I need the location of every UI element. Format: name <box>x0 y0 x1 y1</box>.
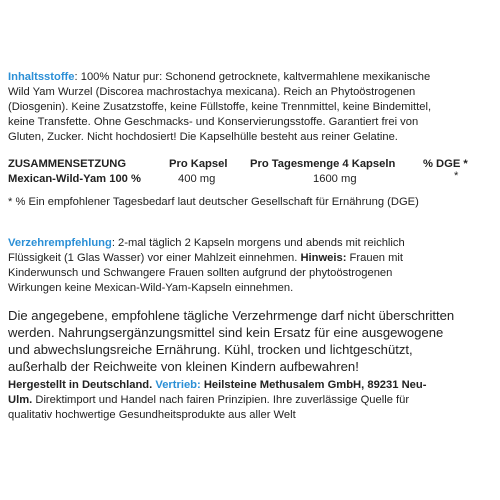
composition-table <box>8 157 494 187</box>
ingredients-line: keine Transfette. Ohne Geschmacks- und Konservierungsstoffe. Garantiert frei von <box>8 116 419 128</box>
ingredients-line: (Diosgenin). Keine Zusatzstoffe, keine Füllstoffe, keine Trennmittel, keine Bindemittel, <box>8 101 432 113</box>
vertrieb-label: Vertrieb: <box>155 379 201 391</box>
composition-cell: * <box>454 170 459 182</box>
warning-line: außerhalb der Reichweite von kleinen Kindern aufbewahren! <box>8 359 359 374</box>
composition-header: Pro Tagesmenge 4 Kapseln <box>250 158 396 170</box>
ingredients-line <box>8 70 494 85</box>
manufacturer-line <box>8 378 494 393</box>
dosage-text: Flüssigkeit (1 Glas Wasser) vor einer Mahlzeit einnehmen. <box>8 252 301 264</box>
hint-label: Hinweis: <box>300 252 347 264</box>
warning-line: und abwechslungsreiche Ernährung. Kühl, trocken und lichtgeschützt, <box>8 342 413 357</box>
footnote-text: * % Ein empfohlener Tagesbedarf laut deutscher Gesellschaft für Ernährung (DGE) <box>8 196 419 208</box>
composition-header: % DGE * <box>423 158 468 170</box>
warning-section <box>8 307 494 375</box>
composition-header: ZUSAMMENSETZUNG <box>8 158 127 170</box>
dosage-heading: Verzehrempfehlung <box>8 237 112 249</box>
manufacturer-line: qualitativ hochwertige Gesundheitsprodukte aus aller Welt <box>8 409 296 421</box>
warning-line: Die angegebene, empfohlene tägliche Verzehrmenge darf nicht überschritten <box>8 308 455 323</box>
composition-cell: Mexican-Wild-Yam 100 % <box>8 173 141 185</box>
composition-cell: 400 mg <box>178 173 216 185</box>
dosage-section <box>8 236 494 296</box>
company-city: Ulm. <box>8 394 33 406</box>
composition-row <box>8 172 494 187</box>
dosage-text: : 2-mal täglich 2 Kapseln morgens und abends mit reichlich <box>111 237 405 249</box>
dosage-line: Kinderwunsch und Schwangere Frauen sollten aufgrund der phytoöstrogenen <box>8 267 393 279</box>
composition-header-row <box>8 157 494 172</box>
composition-header: Pro Kapsel <box>169 158 228 170</box>
company-name: Heilsteine Methusalem GmbH, 89231 Neu- <box>200 379 427 391</box>
dosage-line: Wirkungen keine Mexican-Wild-Yam-Kapseln einnehmen. <box>8 282 294 294</box>
dosage-line <box>8 236 494 251</box>
ingredients-section <box>8 70 494 145</box>
composition-cell: 1600 mg <box>313 173 357 185</box>
warning-line: werden. Nahrungsergänzungsmittel sind kein Ersatz für eine ausgewogene <box>8 325 444 340</box>
ingredients-text: : 100% Natur pur: Schonend getrocknete, kaltvermahlene mexikanische <box>74 71 431 83</box>
ingredients-heading: Inhaltsstoffe <box>8 71 75 83</box>
dosage-line <box>8 251 494 266</box>
ingredients-line: Gluten, Zucker. Nicht hochdosiert! Die Kapselhülle besteht aus reiner Gelatine. <box>8 131 398 143</box>
dosage-text: Frauen mit <box>346 252 404 264</box>
manufacturer-line <box>8 393 494 408</box>
manufacturer-text: Direktimport und Handel nach fairen Prinzipien. Ihre zuverlässige Quelle für <box>32 394 410 406</box>
composition-footnote <box>8 195 494 210</box>
ingredients-line: Wild Yam Wurzel (Discorea machrostachya mexicana). Reich an Phytoöstrogenen <box>8 86 416 98</box>
made-in-label: Hergestellt in Deutschland. <box>8 379 153 391</box>
manufacturer-section <box>8 378 494 423</box>
